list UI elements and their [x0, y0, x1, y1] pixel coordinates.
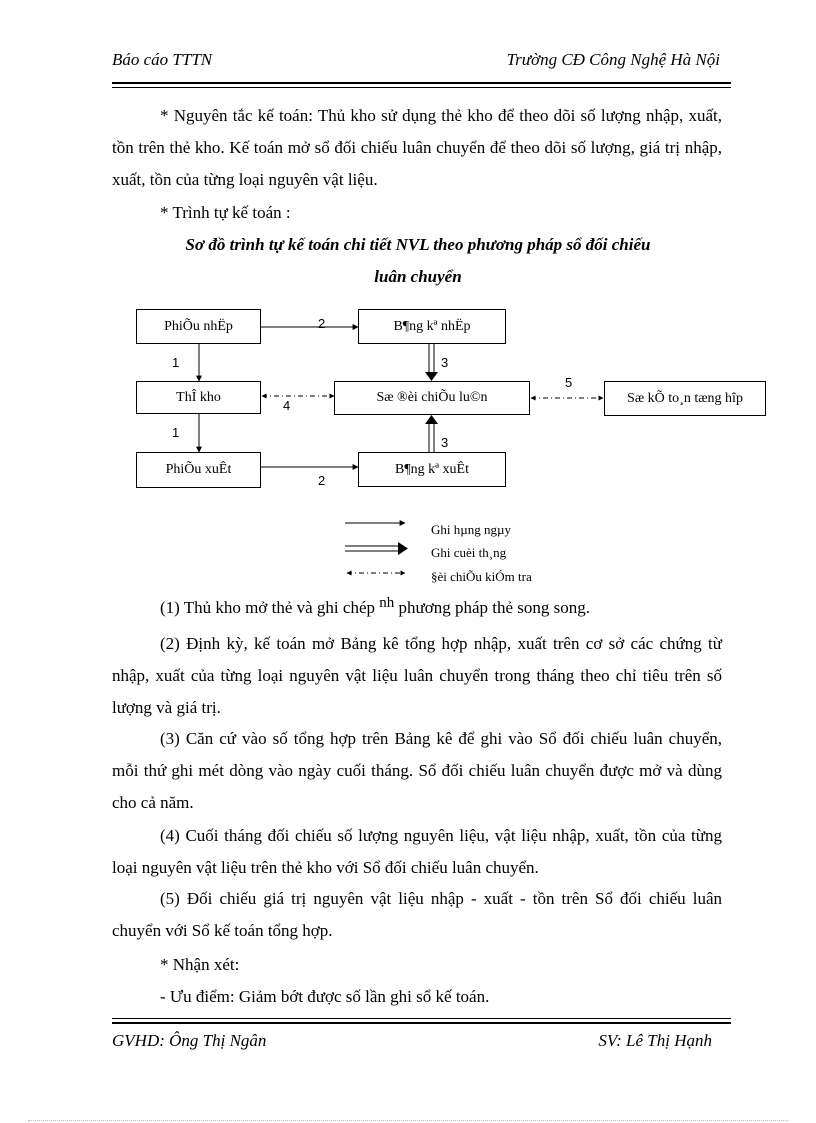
footer-rule	[112, 1022, 731, 1024]
box-phieu-xuat	[136, 452, 261, 488]
legend-month-end-label: Ghi cuèi th¸ng	[431, 545, 507, 560]
flow-label-5: 5	[565, 375, 573, 390]
flow-label-2a: 2	[318, 316, 326, 331]
flow-label-4: 4	[283, 398, 291, 413]
diagram-title-line1: Sơ đồ trình tự kế toán chi tiết NVL theo phương pháp sổ đối chiếu	[185, 235, 651, 254]
header-school-name: Trường CĐ Công Nghệ Hà Nội	[506, 50, 720, 69]
step-1	[160, 595, 770, 618]
box-the-kho	[136, 381, 261, 414]
step-1-nh: nh	[379, 595, 395, 611]
footer-rule-thin	[112, 1018, 731, 1019]
double-arrowhead-up	[425, 415, 438, 424]
step-2-text: (2) Định kỳ, kế toán mở Bảng kê tổng hợp nhập, xuất trên cơ sở các chứng từ nhập, xuất của từng loại nguyên vật liệu luân chuyển trong tháng theo chỉ tiêu trên số lượng và giá trị.	[112, 634, 722, 717]
step-5	[112, 883, 722, 947]
page-bottom-dotted-edge	[28, 1120, 788, 1121]
box-so-ke-toan-label: Sæ kÕ to¸n tæng hîp	[627, 390, 743, 406]
box-bang-ke-xuat	[358, 452, 506, 487]
step-3	[112, 723, 722, 819]
box-so-ke-toan-tong-hop	[604, 381, 766, 416]
step-1-text-end: phương pháp thẻ song song.	[398, 598, 590, 617]
box-bang-ke-xuat-label: B¶ng kª xuÊt	[395, 461, 469, 477]
legend-double-arrowhead	[398, 542, 408, 555]
step-4-text: (4) Cuối tháng đối chiếu số lượng nguyên liệu, vật liệu nhập, xuất, tồn của từng loại nguyên vật liệu trên thẻ kho với Sổ đối chiếu luân chuyển.	[112, 826, 722, 877]
box-phieu-xuat-label: PhiÕu xuÊt	[165, 462, 232, 477]
step-1-text: (1) Thủ kho mở thẻ và ghi chép	[160, 598, 375, 617]
double-arrowhead-down	[425, 372, 438, 381]
box-so-doi-chieu	[334, 381, 530, 415]
accounting-principle-text: * Nguyên tắc kế toán: Thủ kho sử dụng thẻ kho để theo dõi số lượng nhập, xuất, tồn trên thẻ kho. Kế toán mở sổ đối chiếu luân chuyển để theo dõi số lượng, giá trị nhập, xuất, tồn của từng loại nguyên vật liệu.	[112, 106, 722, 189]
legend-daily-label: Ghi hµng ngµy	[431, 522, 511, 537]
flow-label-2b: 2	[318, 473, 326, 488]
footer-supervisor: GVHD: Ông Thị Ngân	[112, 1031, 267, 1050]
step-2	[112, 628, 722, 724]
flow-label-3b: 3	[441, 435, 449, 450]
legend-reconcile-label: §èi chiÕu kiÓm tra	[431, 569, 532, 584]
box-bang-ke-nhap-label: B¶ng kª nhËp	[393, 318, 471, 334]
box-the-kho-label: ThÎ kho	[176, 389, 221, 405]
footer-student: SV: Lê Thị Hạnh	[598, 1031, 712, 1050]
accounting-sequence-heading: * Trình tự kế toán :	[160, 203, 291, 222]
box-phieu-nhap	[136, 309, 261, 344]
step-3-text: (3) Căn cứ vào số tổng hợp trên Bảng kê để ghi vào Sổ đối chiếu luân chuyển, mỗi thứ ghi mét dòng vào ngày cuối tháng. Sổ đối chiếu luân chuyển được mở và dùng cho cả năm.	[112, 729, 722, 812]
flow-label-3a: 3	[441, 355, 449, 370]
step-4	[112, 820, 722, 884]
box-phieu-nhap-label: PhiÕu nhËp	[164, 318, 233, 334]
box-so-doi-chieu-label: Sæ ®èi chiÕu lu©n	[376, 390, 488, 405]
flow-label-1b: 1	[172, 425, 180, 440]
box-bang-ke-nhap	[358, 309, 506, 344]
diagram-title-line2: luân chuyển	[374, 267, 462, 286]
header-report-title: Báo cáo TTTN	[112, 50, 213, 69]
remarks-advantage: - Ưu điểm: Giảm bớt được số lần ghi sổ kế toán.	[160, 987, 490, 1006]
flow-label-1a: 1	[172, 355, 180, 370]
remarks-heading: * Nhận xét:	[160, 955, 240, 974]
step-5-text: (5) Đối chiếu giá trị nguyên vật liệu nhập - xuất - tồn trên Sổ đối chiếu luân chuyển với Sổ kế toán tổng hợp.	[112, 889, 722, 940]
